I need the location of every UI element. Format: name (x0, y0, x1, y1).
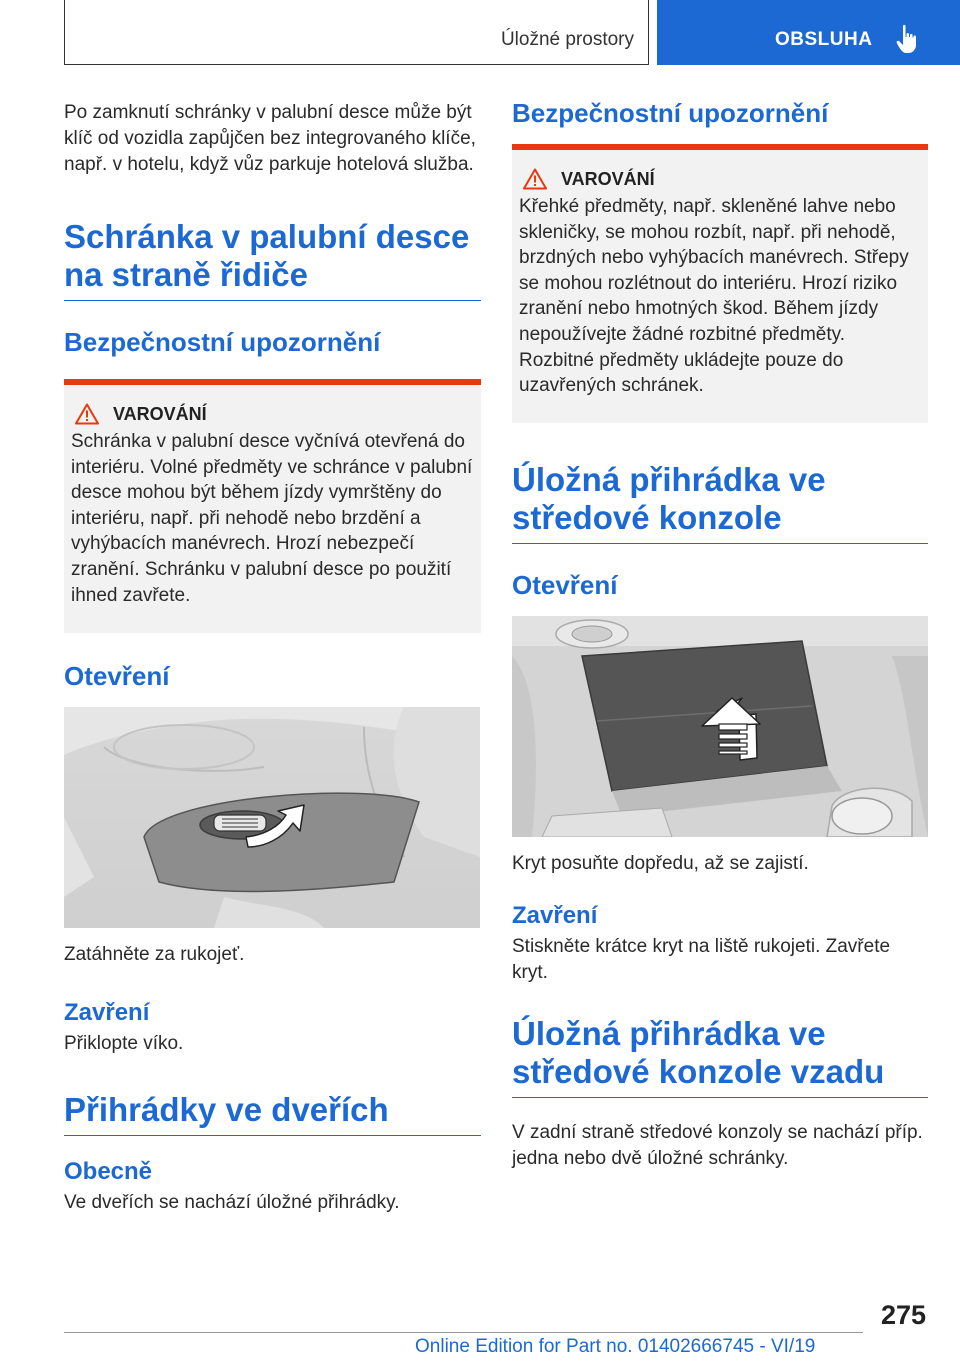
warning-triangle-icon (523, 168, 547, 190)
warning-triangle-icon (75, 403, 99, 425)
general-text: Ve dveřích se nachází úložné přihrádky. (64, 1192, 400, 1213)
header-section-title: Úložné prostory (500, 29, 634, 50)
left-warning-label: VAROVÁNÍ (113, 403, 207, 424)
left-warning-title (71, 403, 474, 425)
left-open-heading: Otevření (64, 661, 170, 691)
console-illustration (512, 616, 928, 837)
general-heading: Obecně (64, 1158, 153, 1185)
rear-console-text: V zadní straně středové konzoly se nachází příp. jedna nebo dvě úložné schránky. (512, 1122, 923, 1169)
left-close-text: Přiklopte víko. (64, 1033, 184, 1054)
right-warning-label: VAROVÁNÍ (561, 168, 655, 189)
glovebox-heading: Schránka v palubní desce na straně řidiče (64, 218, 481, 301)
footer-edition (415, 1336, 815, 1358)
right-column (512, 98, 928, 1172)
console-image (512, 616, 928, 837)
left-warning-text: Schránka v palubní desce vyčnívá otevřená do interiéru. Volné předměty ve schránce v palubní desce mohou být během jízdy vymrštěny do interiéru, např. při nehodě nebo brzdění a vyhýbacích manévrech. Hrozí nebezpečí zranění. Schránku v palubní desce po použití ihned zavřete. (71, 431, 473, 606)
footer-edition-text: Online Edition for Part no. 01402666745 - VI/19 (415, 1336, 816, 1357)
right-warning-title (519, 168, 921, 190)
glovebox-illustration (64, 707, 481, 928)
right-warning-text: Křehké předměty, např. skleněné lahve nebo skleničky, se mohou rozbít, např. při nehodě, brzdných nebo vyhýbacích manévrech. Střepy se mohou rozlétnout do interiéru. Hrozí riziko zranění nebo hmotných škod. Během jízdy nepoužívejte žádné rozbitné předměty. Rozbitné předměty ukládejte pouze do uzavřených schránek. (519, 196, 909, 397)
left-close-heading: Zavření (64, 999, 150, 1026)
left-open-caption: Zatáhněte za rukojeť. (64, 944, 245, 965)
left-safety-heading: Bezpečnostní upozornění (64, 327, 381, 357)
left-warning-box (64, 379, 481, 633)
doors-heading: Přihrádky ve dveřích (64, 1091, 481, 1136)
right-close-text: Stiskněte krátce kryt na liště rukojeti. Zavřete kryt. (512, 936, 891, 983)
header-category-label: OBSLUHA (775, 29, 873, 50)
hand-pointer-icon (896, 24, 920, 54)
rear-console-heading: Úložná přihrádka ve středové konzole vzadu (512, 1015, 928, 1098)
intro-paragraph: Po zamknutí schránky v palubní desce může být klíč od vozidla zapůjčen bez integrovaného klíče, např. v hotelu, když vůz parkuje hotelová služba. (64, 102, 476, 175)
right-close-heading: Zavření (512, 902, 598, 929)
right-safety-heading: Bezpečnostní upozornění (512, 98, 829, 128)
console-heading: Úložná přihrádka ve středové konzole (512, 461, 928, 544)
left-column (64, 100, 481, 1216)
page-number: 275 (880, 1300, 926, 1330)
right-open-heading: Otevření (512, 570, 618, 600)
right-warning-box (512, 144, 928, 423)
right-open-caption: Kryt posuňte dopředu, až se zajistí. (512, 853, 809, 874)
footer-divider (64, 1332, 863, 1333)
glovebox-image (64, 707, 480, 928)
